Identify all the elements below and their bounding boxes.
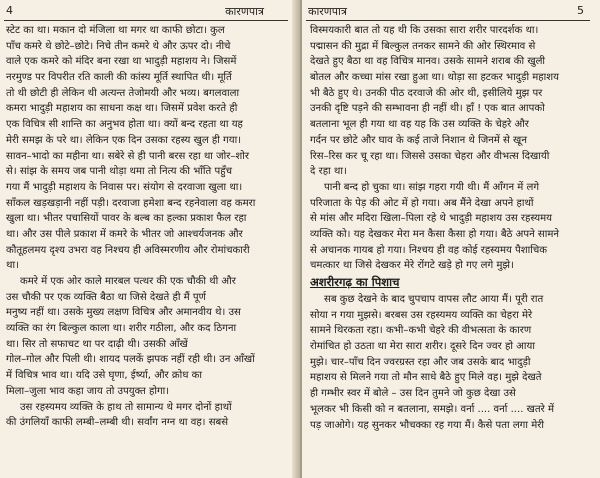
text-line: सावन–भादो का महीना था। सबेरे से ही पानी बरस रहा था जोर–शोर [6,150,250,162]
text-line: सोया न गया मुझसे। बरबस उस रहस्यमय व्यक्ति का चेहरा मेरे [310,309,533,321]
text-line: चमत्कार था जिसे देखकर मेरे रोंगटे खड़े हो गए लगे मुझे। [310,260,514,272]
text-line: खुला था। भीतर पचासियों पावर के बल्ब का हल्का प्रकाश फैल रहा [6,213,247,225]
text-line: महाशय से मिलने गया तो मौन साधे बैठे हुए मिले वह। मुझे देखते [310,372,542,384]
text-line: व्यक्ति का रंग बिल्कुल काला था। शरीर गठीला, और कद ठिगना [6,323,237,335]
text-line: भूलकर भी किसी को न बतलाना, समझे। वर्ना .... वर्ना .... खतरे में [310,403,555,415]
text-line: विस्मयकारी बात तो यह थी कि उसका सारा शरीर पारदर्शक था। [310,25,539,36]
text-line: मुझे। चार–पाँच दिन ज्वरग्रस्त रहा और जब उसके बाद भादुड़ी [310,356,531,368]
text-line: कमरा भादुड़ी महाशय का साधना कक्ष था। जिसमें प्रवेश करते ही [6,103,238,115]
text-line: से। सांझ के समय जब पानी थोड़ा थमा तो नित्य की भाँति पहुँच [6,166,232,178]
text-line: पद्मासन की मुद्रा में बिल्कुल तनकर सामने की ओर स्थिरमाव से [310,40,536,52]
left-page-number: 4 [6,4,13,17]
text-line: उनकी दृष्टि पड़ने की सम्भावना ही नहीं थी। हाँ ! एक बात आपको [310,103,545,115]
right-page-body [310,23,594,433]
text-line: नरमुण्ड पर विपरीत रति काली की कांस्य मूर्ति स्थापित थी। मूर्ति [6,72,232,84]
text-line: गर्दन पर छोटे और घाव के कई ताजे निशान थे जिनमें से खून [310,134,527,146]
text-line: तो थी छोटी ही लेकिन थी अत्यन्त तेजोमयी और भव्य। बगलवाला [6,87,240,99]
text-line: गोल–गोल और पिली थी। शायद पलकें झपक नहीं रही थी। उन आँखों [6,354,255,366]
left-page-body [6,23,290,431]
section-subheading: अशरीरगढ़ का पिशाच [310,275,400,289]
left-page [0,0,298,478]
text-line: बोतल और कच्चा मांस रखा हुआ था। थोड़ा सा हटकर भादुड़ी महाशय [310,72,559,84]
text-line: मनुष्य नहीं था। उसके मुख्य लक्षण विचित्र और अमानवीय थे। उस [6,307,241,319]
left-header-rule [4,20,288,21]
text-line: कमरे में एक ओर काले मारबल पत्थर की एक चौकी थी और [20,276,236,287]
right-page [302,0,600,478]
text-line: व्यक्ति को। यह देखकर मेरा मन कैसा कैसा हो गया। बैठे अपने सामने [310,228,559,240]
text-line: पानी बन्द हो चुका था। सांझ गहरा गयी थी। मैं आँगन में लगे [324,181,540,193]
text-line: उस चौकी पर एक व्यक्ति बैठा था जिसे देखते ही मैं पूर्ण [6,291,206,303]
right-header-rule [306,20,590,21]
text-line: था। [6,260,19,272]
text-line: बतलाना भूल ही गया था वह यह कि उस व्यक्ति के चेहरे और [310,119,529,131]
text-line: की उंगलियाँ काफी लम्बी–लम्बी थी। सर्वांग नग्न था वह। सबसे [6,417,229,429]
text-line: कौतूहलमय दृश्य उभरा वह निश्चय ही अविस्मरणीय और रोमांचकारी [6,244,250,256]
text-line: ही गम्भीर स्वर में बोले – उस दिन तुमने जो कुछ देखा उसे [310,388,516,400]
text-line: एक विचित्र सी शान्ति का अनुभव होता था। क्यों बन्द रहता था यह [6,119,243,131]
text-line: था। और उस पीले प्रकाश में कमरे के भीतर जो आश्चर्यजनक और [6,228,243,240]
text-line: उस रहस्यमय व्यक्ति के हाथ तो सामान्य थे मगर दोनों हाथों [20,401,232,413]
text-line: से अचानक गायब हो गया। निश्चय ही वह कोई रहस्यमय पैशाचिक [310,244,548,256]
text-line: मिला–जुला भाव कहा जाय तो उपयुक्त होगा। [6,385,170,397]
text-line: परिजाता के पेड़ की ओट में हो गया। अब मैंने देखा अपने हाथों [310,197,534,209]
right-running-title: कारणपात्र [308,5,347,18]
text-line: वाले एक कमरे को मंदिर बना रखा था भादुड़ी महाशय ने। जिसमें [6,56,237,68]
text-line: में विचित्र भाव था। यदि उसे घृणा, ईर्ष्या, और क्रोध का [6,370,203,382]
text-line: गया मैं भादुड़ी महाशय के निवास पर। संयोग से दरवाजा खुला था। [6,181,243,193]
right-page-header [302,4,600,20]
text-line: था। सिर तो सफाचट था पर दाढ़ी थी। उसकी आँखें [6,338,188,350]
text-line: दे रहा था। [310,166,347,178]
text-line: सब कुछ देखने के बाद चुपचाप वापस लौट आया मैं। पूरी रात [324,294,544,305]
text-line: स्टेट का था। मकान दो मंजिला था मगर था काफी छोटा। कुल [6,25,225,36]
text-line: रिस–रिस कर चू रहा था। जिससे उसका चेहरा और वीभत्स दिखायी [310,150,550,162]
right-page-number: 5 [577,4,584,17]
text-line: सामने थिरकता रहा। कभी–कभी चेहरे की वीभत्सता के कारण [310,325,532,337]
text-line: भी बैठे हुए थे। उनकी पीठ दरवाजे की ओर थी, इसीलिये मुझ पर [310,87,543,99]
text-line: से मांस और मदिरा खिला–पिला रहे थे भादुड़ी महाशय उस रहस्यमय [310,213,553,225]
text-line: पड़ जाओगे। यह सुनकर भौचक्का रह गया मैं। कैसे पता लगा मेरी [310,419,544,431]
text-line: मेरी समझ के परे था। लेकिन एक दिन उसका रहस्य खुल ही गया। [6,134,242,146]
left-running-title: कारणपात्र [225,5,264,18]
text-line: देखते हुए बैठा था वह विचित्र मानव। उसके सामने शराब की खुली [310,56,546,68]
text-line: रोमांचित हो उठता था मेरा सारा शरीर। दूसरे दिन ज्वर हो आया [310,341,535,353]
text-line: साँकल खड़खड़ानी नहीं पड़ी। दरवाजा हमेशा बन्द रहनेवाला वह कमरा [6,197,256,209]
text-line: पाँच कमरे थे छोटे–छोटे। निचे तीन कमरे थे और ऊपर दो। नीचे [6,40,231,52]
left-page-header [0,4,298,20]
